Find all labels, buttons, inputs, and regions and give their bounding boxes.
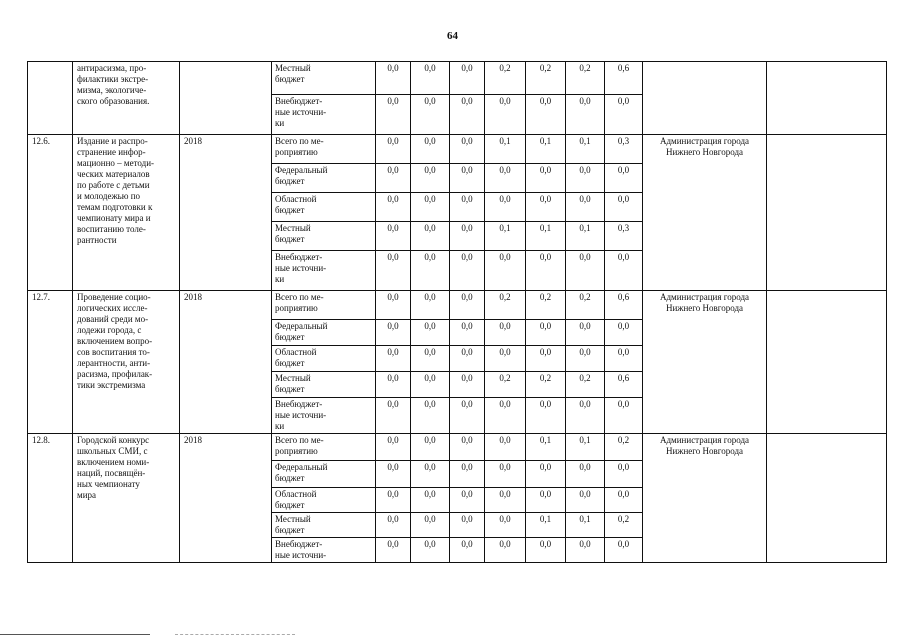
amount-cell: 0,0 <box>485 434 526 461</box>
amount-cell: 0,0 <box>450 62 485 95</box>
amount-cell: 0,1 <box>526 135 566 164</box>
amount-cell: 0,0 <box>411 513 450 538</box>
amount-cell: 0,0 <box>526 164 566 193</box>
amount-cell: 0,0 <box>376 193 411 222</box>
amount-cell: 0,0 <box>566 164 605 193</box>
amount-cell: 0,0 <box>450 135 485 164</box>
amount-cell: 0,0 <box>450 320 485 346</box>
extra-cell <box>767 62 887 135</box>
amount-cell: 0,0 <box>450 398 485 434</box>
amount-cell: 0,0 <box>411 398 450 434</box>
amount-cell: 0,0 <box>485 398 526 434</box>
item-number-cell: 12.8. <box>28 434 73 563</box>
amount-cell: 0,0 <box>450 513 485 538</box>
amount-cell: 0,1 <box>566 434 605 461</box>
amount-cell: 0,0 <box>526 251 566 291</box>
amount-cell: 0,0 <box>450 164 485 193</box>
amount-cell: 0,0 <box>566 461 605 488</box>
amount-cell: 0,1 <box>566 513 605 538</box>
amount-cell: 0,0 <box>566 538 605 563</box>
amount-cell: 0,0 <box>485 538 526 563</box>
amount-cell: 0,3 <box>605 222 643 251</box>
amount-cell: 0,1 <box>526 222 566 251</box>
amount-cell: 0,0 <box>485 320 526 346</box>
amount-cell: 0,0 <box>450 538 485 563</box>
funding-source-cell: Федеральный бюджет <box>272 164 376 193</box>
amount-cell: 0,0 <box>411 135 450 164</box>
amount-cell: 0,0 <box>376 135 411 164</box>
amount-cell: 0,6 <box>605 372 643 398</box>
amount-cell: 0,0 <box>411 95 450 135</box>
amount-cell: 0,0 <box>411 62 450 95</box>
amount-cell: 0,0 <box>450 461 485 488</box>
amount-cell: 0,2 <box>526 291 566 320</box>
amount-cell: 0,0 <box>411 193 450 222</box>
item-title-cell: Городской конкурс школьных СМИ, с включением номи- наций, посвящён- ных чемпионату мира <box>73 434 180 563</box>
funding-source-cell: Всего по ме- роприятию <box>272 434 376 461</box>
page-number: 64 <box>447 30 458 42</box>
amount-cell: 0,0 <box>485 95 526 135</box>
extra-cell <box>767 135 887 291</box>
amount-cell: 0,0 <box>605 488 643 513</box>
amount-cell: 0,0 <box>376 538 411 563</box>
amount-cell: 0,0 <box>566 193 605 222</box>
amount-cell: 0,0 <box>485 513 526 538</box>
amount-cell: 0,0 <box>566 346 605 372</box>
amount-cell: 0,6 <box>605 62 643 95</box>
amount-cell: 0,0 <box>411 461 450 488</box>
funding-source-cell: Всего по ме- роприятию <box>272 291 376 320</box>
funding-source-cell: Местный бюджет <box>272 513 376 538</box>
amount-cell: 0,0 <box>450 291 485 320</box>
amount-cell: 0,0 <box>411 372 450 398</box>
amount-cell: 0,0 <box>485 251 526 291</box>
amount-cell: 0,0 <box>605 461 643 488</box>
amount-cell: 0,0 <box>485 346 526 372</box>
amount-cell: 0,0 <box>411 320 450 346</box>
amount-cell: 0,0 <box>376 434 411 461</box>
amount-cell: 0,0 <box>450 346 485 372</box>
amount-cell: 0,2 <box>605 434 643 461</box>
amount-cell: 0,2 <box>526 62 566 95</box>
amount-cell: 0,0 <box>485 193 526 222</box>
amount-cell: 0,0 <box>411 538 450 563</box>
item-title-cell: антирасизма, про- филактики экстре- мизма, экологиче- ского образования. <box>73 62 180 135</box>
amount-cell: 0,2 <box>485 62 526 95</box>
amount-cell: 0,0 <box>376 398 411 434</box>
extra-cell <box>767 434 887 563</box>
funding-source-cell: Местный бюджет <box>272 222 376 251</box>
amount-cell: 0,3 <box>605 135 643 164</box>
amount-cell: 0,0 <box>605 164 643 193</box>
responsible-cell <box>643 62 767 135</box>
amount-cell: 0,0 <box>605 346 643 372</box>
amount-cell: 0,0 <box>376 291 411 320</box>
item-title-cell: Проведение социо- логических иссле- дований среди мо- лодежи города, с включением вопро- сов воспитания то- лерантности, анти- расизма, профилак- тики экстремизма <box>73 291 180 434</box>
amount-cell: 0,6 <box>605 291 643 320</box>
funding-source-cell: Областной бюджет <box>272 193 376 222</box>
amount-cell: 0,0 <box>526 398 566 434</box>
amount-cell: 0,0 <box>485 488 526 513</box>
amount-cell: 0,0 <box>605 398 643 434</box>
scan-artifact-line <box>175 634 295 635</box>
funding-source-cell: Всего по ме- роприятию <box>272 135 376 164</box>
table-row <box>28 434 887 461</box>
amount-cell: 0,0 <box>526 320 566 346</box>
amount-cell: 0,0 <box>566 251 605 291</box>
amount-cell: 0,1 <box>566 135 605 164</box>
table-row <box>28 291 887 320</box>
amount-cell: 0,0 <box>605 193 643 222</box>
amount-cell: 0,0 <box>526 95 566 135</box>
amount-cell: 0,0 <box>376 62 411 95</box>
funding-source-cell: Местный бюджет <box>272 372 376 398</box>
amount-cell: 0,0 <box>526 488 566 513</box>
amount-cell: 0,0 <box>450 95 485 135</box>
funding-source-cell: Местный бюджет <box>272 62 376 95</box>
amount-cell: 0,0 <box>450 251 485 291</box>
amount-cell: 0,0 <box>376 461 411 488</box>
amount-cell: 0,2 <box>566 62 605 95</box>
amount-cell: 0,0 <box>526 538 566 563</box>
amount-cell: 0,0 <box>605 538 643 563</box>
responsible-cell: Администрация города Нижнего Новгорода <box>643 135 767 291</box>
amount-cell: 0,0 <box>376 346 411 372</box>
item-title-cell: Издание и распро- странение инфор- мационно – методи- ческих материалов по работе с детьми и молодежью по темам подготовки к чемпионату мира и воспитанию толе- рантности <box>73 135 180 291</box>
funding-source-cell: Федеральный бюджет <box>272 320 376 346</box>
responsible-cell: Администрация города Нижнего Новгорода <box>643 291 767 434</box>
amount-cell: 0,0 <box>376 320 411 346</box>
amount-cell: 0,0 <box>566 95 605 135</box>
funding-source-cell: Областной бюджет <box>272 346 376 372</box>
extra-cell <box>767 291 887 434</box>
amount-cell: 0,0 <box>411 251 450 291</box>
amount-cell: 0,0 <box>485 164 526 193</box>
amount-cell: 0,0 <box>605 251 643 291</box>
amount-cell: 0,1 <box>526 513 566 538</box>
amount-cell: 0,0 <box>376 251 411 291</box>
amount-cell: 0,0 <box>411 222 450 251</box>
amount-cell: 0,0 <box>526 193 566 222</box>
item-year-cell: 2018 <box>180 434 272 563</box>
amount-cell: 0,0 <box>566 488 605 513</box>
amount-cell: 0,0 <box>526 461 566 488</box>
amount-cell: 0,1 <box>485 222 526 251</box>
funding-source-cell: Федеральный бюджет <box>272 461 376 488</box>
responsible-cell: Администрация города Нижнего Новгорода <box>643 434 767 563</box>
amount-cell: 0,1 <box>485 135 526 164</box>
funding-source-cell: Внебюджет- ные источни- ки <box>272 95 376 135</box>
item-year-cell <box>180 62 272 135</box>
amount-cell: 0,0 <box>376 488 411 513</box>
amount-cell: 0,0 <box>376 513 411 538</box>
funding-table <box>27 61 887 563</box>
funding-source-cell: Внебюджет- ные источни- <box>272 538 376 563</box>
amount-cell: 0,2 <box>485 372 526 398</box>
amount-cell: 0,0 <box>376 95 411 135</box>
amount-cell: 0,0 <box>450 434 485 461</box>
amount-cell: 0,0 <box>376 372 411 398</box>
amount-cell: 0,2 <box>526 372 566 398</box>
funding-source-cell: Внебюджет- ные источни- ки <box>272 251 376 291</box>
amount-cell: 0,0 <box>411 164 450 193</box>
amount-cell: 0,0 <box>526 346 566 372</box>
amount-cell: 0,0 <box>376 164 411 193</box>
amount-cell: 0,1 <box>566 222 605 251</box>
amount-cell: 0,0 <box>450 222 485 251</box>
amount-cell: 0,0 <box>411 434 450 461</box>
amount-cell: 0,1 <box>526 434 566 461</box>
amount-cell: 0,0 <box>450 488 485 513</box>
item-number-cell: 12.7. <box>28 291 73 434</box>
amount-cell: 0,0 <box>605 95 643 135</box>
amount-cell: 0,0 <box>566 398 605 434</box>
amount-cell: 0,0 <box>376 222 411 251</box>
item-year-cell: 2018 <box>180 291 272 434</box>
amount-cell: 0,2 <box>605 513 643 538</box>
amount-cell: 0,0 <box>411 346 450 372</box>
amount-cell: 0,2 <box>566 372 605 398</box>
table-row <box>28 135 887 164</box>
funding-source-cell: Областной бюджет <box>272 488 376 513</box>
amount-cell: 0,0 <box>450 193 485 222</box>
amount-cell: 0,2 <box>566 291 605 320</box>
amount-cell: 0,0 <box>411 291 450 320</box>
amount-cell: 0,0 <box>485 461 526 488</box>
item-number-cell: 12.6. <box>28 135 73 291</box>
amount-cell: 0,2 <box>485 291 526 320</box>
amount-cell: 0,0 <box>605 320 643 346</box>
amount-cell: 0,0 <box>411 488 450 513</box>
amount-cell: 0,0 <box>450 372 485 398</box>
funding-source-cell: Внебюджет- ные источни- ки <box>272 398 376 434</box>
item-number-cell <box>28 62 73 135</box>
item-year-cell: 2018 <box>180 135 272 291</box>
amount-cell: 0,0 <box>566 320 605 346</box>
scan-artifact-line <box>0 634 150 635</box>
table-row <box>28 62 887 95</box>
